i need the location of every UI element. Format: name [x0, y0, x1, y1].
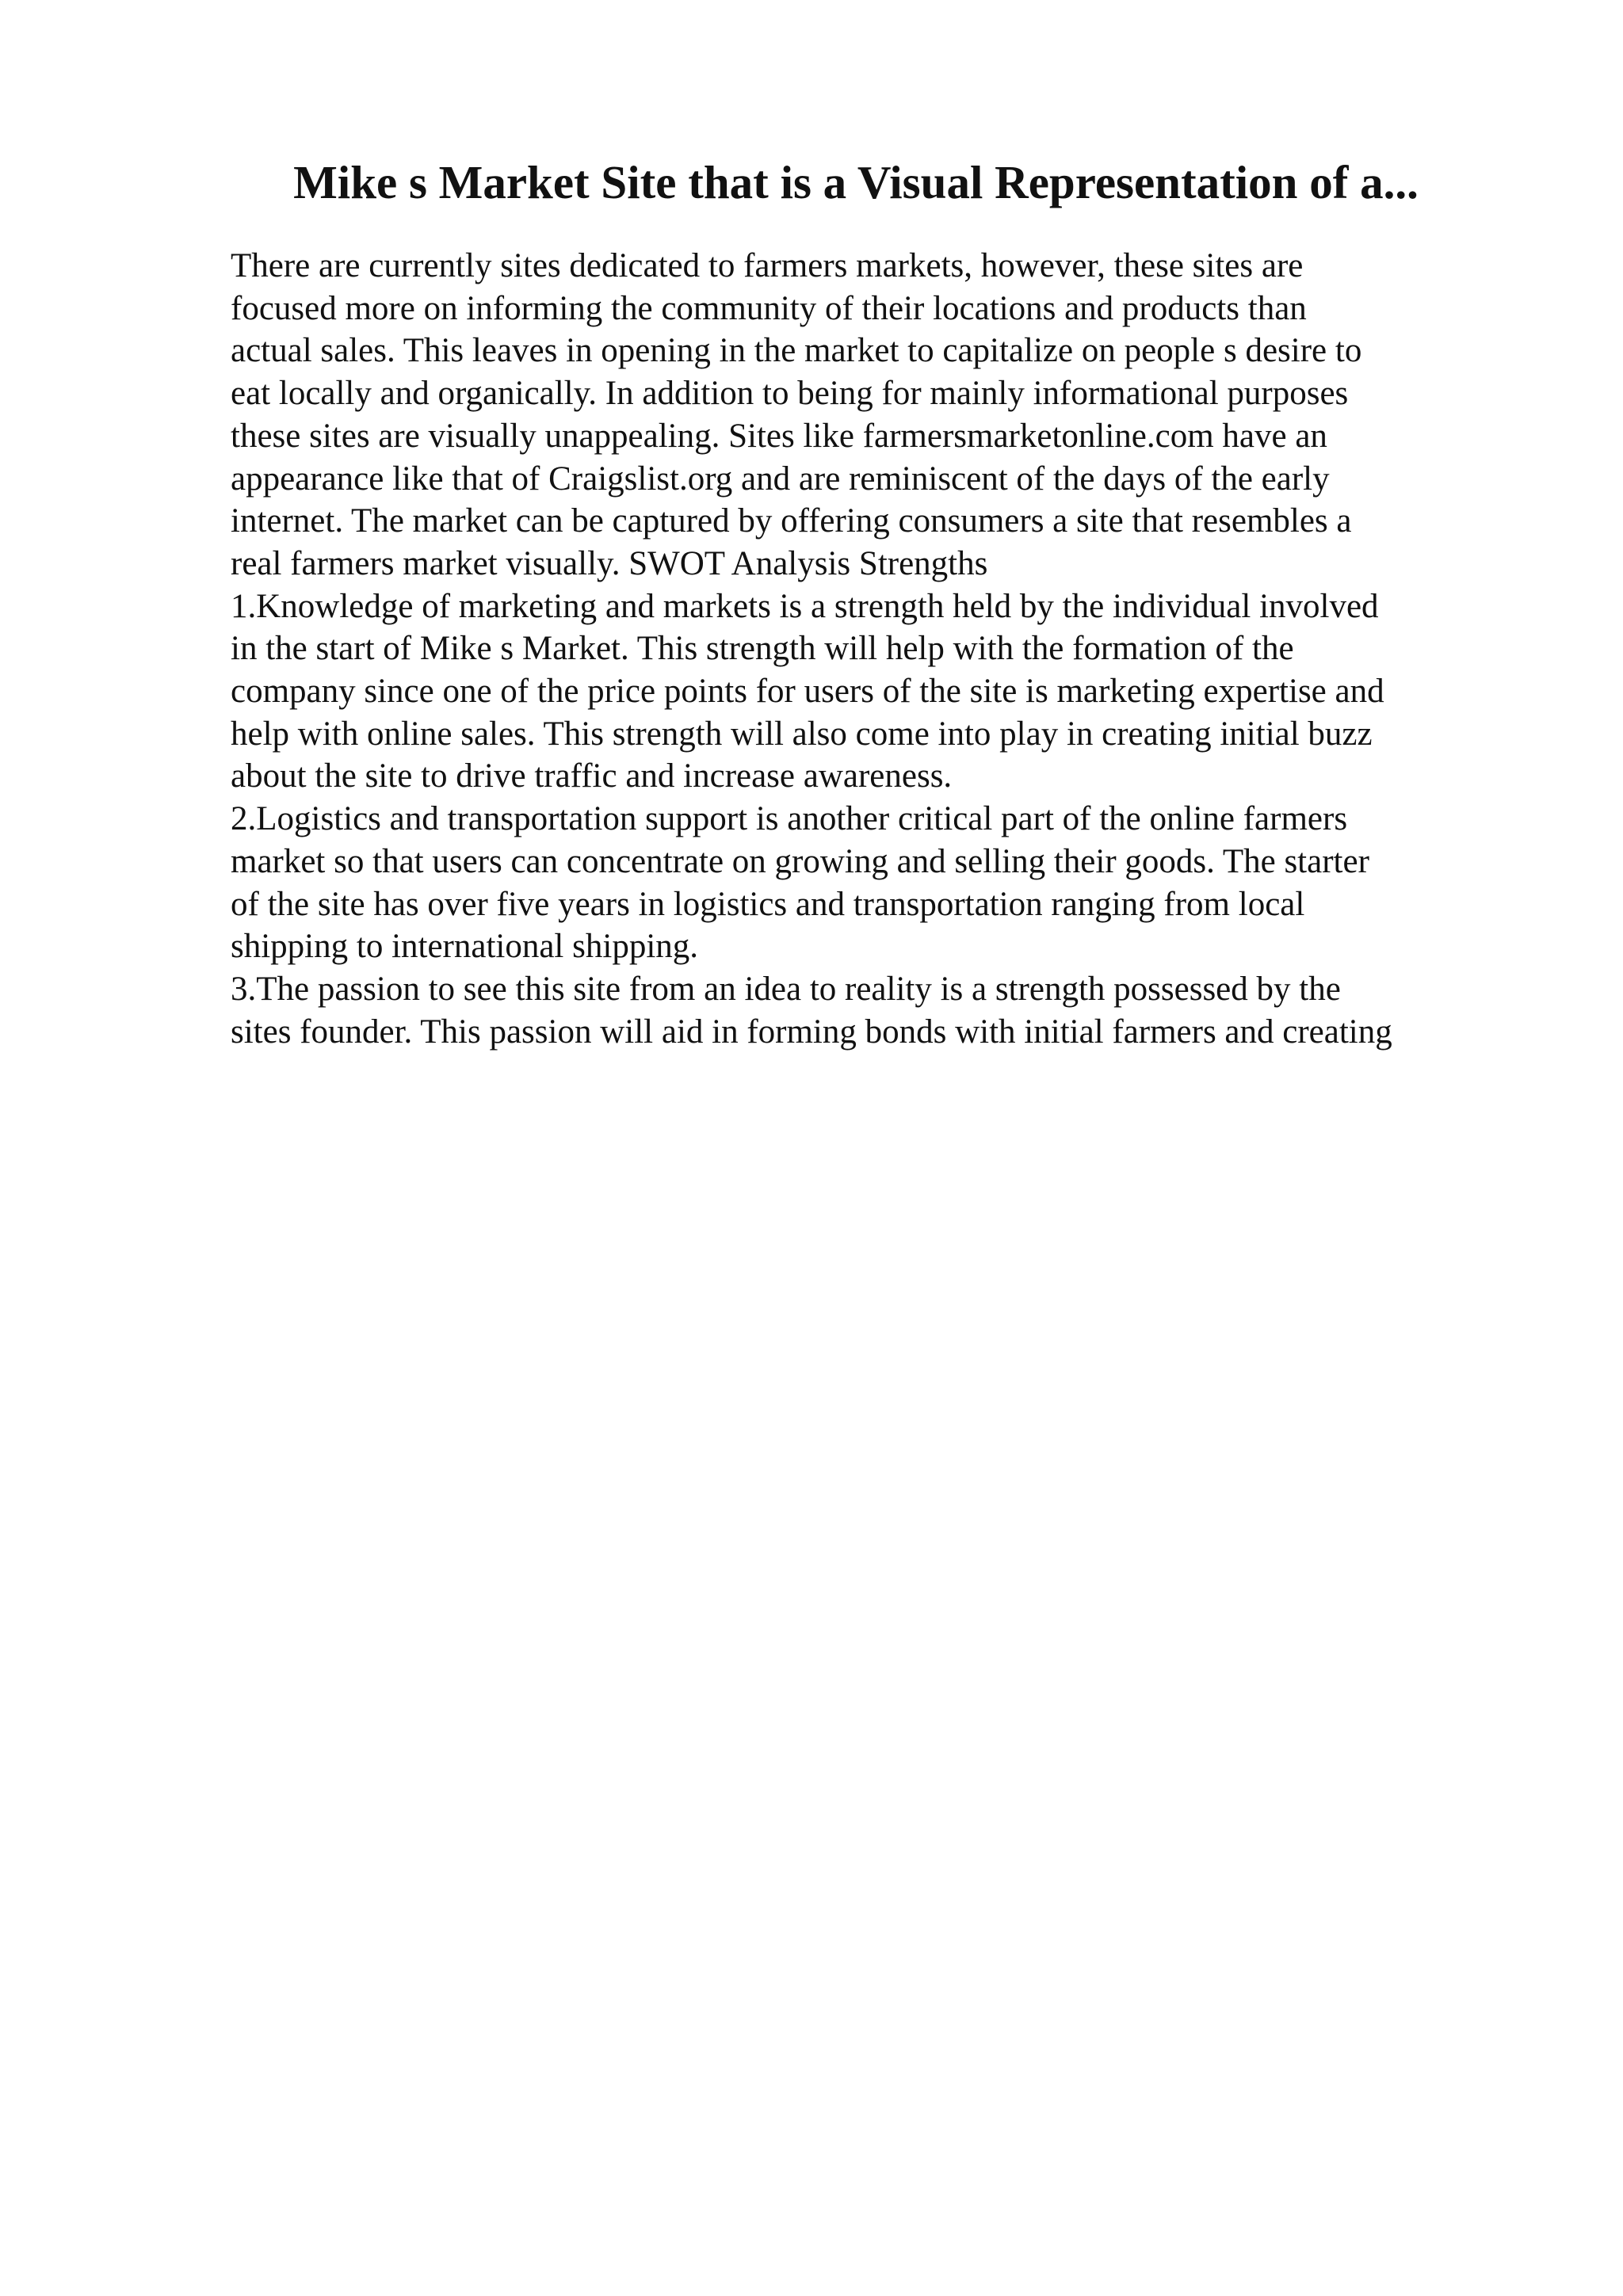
body-line: internet. The market can be captured by offering consumers a site that resembles a [231, 502, 1352, 540]
body-line: company since one of the price points for users of the site is marketing expertise and [231, 673, 1384, 711]
body-line: help with online sales. This strength will also come into play in creating initial buzz [231, 715, 1373, 753]
body-line: eat locally and organically. In addition to being for mainly informational purposes [231, 375, 1349, 413]
body-line: 3.The passion to see this site from an idea to reality is a strength possessed by the [231, 970, 1341, 1008]
body-line: real farmers market visually. SWOT Analysis Strengths [231, 544, 988, 582]
body-line: shipping to international shipping. [231, 928, 699, 966]
body-line: appearance like that of Craigslist.org and are reminiscent of the days of the early [231, 460, 1330, 498]
body-line: of the site has over five years in logistics and transportation ranging from local [231, 885, 1305, 923]
body-line: sites founder. This passion will aid in forming bonds with initial farmers and creating [231, 1013, 1392, 1051]
body-line: in the start of Mike s Market. This strength will help with the formation of the [231, 630, 1294, 668]
document-title: Mike s Market Site that is a Visual Representation of a... [293, 156, 1419, 208]
body-line: actual sales. This leaves in opening in the market to capitalize on people s desire to [231, 332, 1362, 370]
body-line: There are currently sites dedicated to farmers markets, however, these sites are [231, 247, 1304, 284]
body-line: focused more on informing the community of their locations and products than [231, 289, 1307, 327]
body-line: these sites are visually unappealing. Sites like farmersmarketonline.com have an [231, 417, 1327, 455]
body-line: market so that users can concentrate on growing and selling their goods. The starter [231, 842, 1369, 880]
body-line: 2.Logistics and transportation support is another critical part of the online farmers [231, 800, 1348, 838]
document-body [231, 245, 1514, 1053]
body-line: about the site to drive traffic and increase awareness. [231, 757, 953, 795]
body-line: 1.Knowledge of marketing and markets is a strength held by the individual involved [231, 587, 1379, 625]
